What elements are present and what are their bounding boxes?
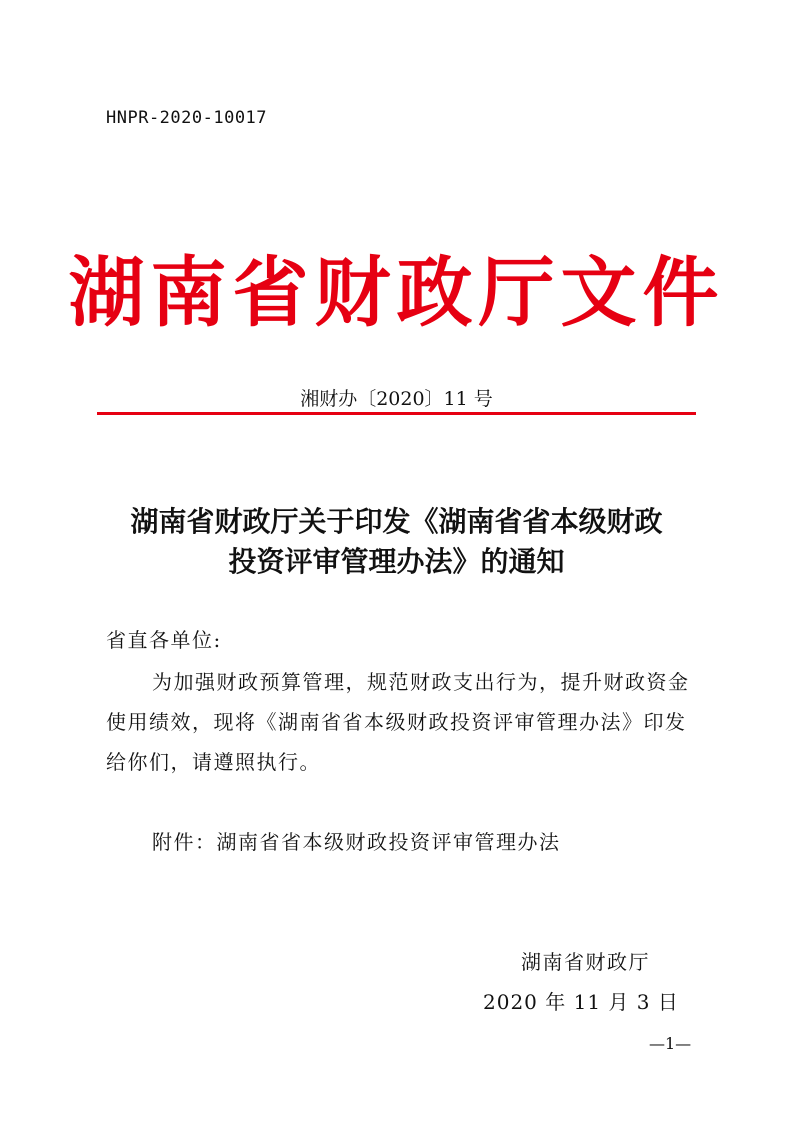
body-paragraph-line3: 给你们，请遵照执行。: [106, 750, 321, 774]
masthead-title: 湖南省财政厅文件: [68, 248, 725, 337]
body-paragraph-line1: 为加强财政预算管理，规范财政支出行为，提升财政资金: [152, 670, 690, 694]
notice-title-line1: 湖南省财政厅关于印发《湖南省省本级财政: [130, 505, 663, 538]
attachment-line: 附件：湖南省省本级财政投资评审管理办法: [152, 830, 561, 854]
document-number: 湘财办〔2020〕11 号: [300, 388, 493, 410]
notice-title-line2: 投资评审管理办法》的通知: [228, 545, 565, 578]
signature-organization: 湖南省财政厅: [521, 950, 650, 974]
red-divider: [97, 412, 696, 415]
document-code: HNPR-2020-10017: [106, 108, 268, 128]
signature-date: 2020 年 11 月 3 日: [483, 990, 679, 1014]
body-paragraph-line2: 使用绩效，现将《湖南省省本级财政投资评审管理办法》印发: [106, 710, 687, 734]
salutation: 省直各单位:: [106, 628, 222, 652]
page-number: —1—: [649, 1034, 692, 1053]
